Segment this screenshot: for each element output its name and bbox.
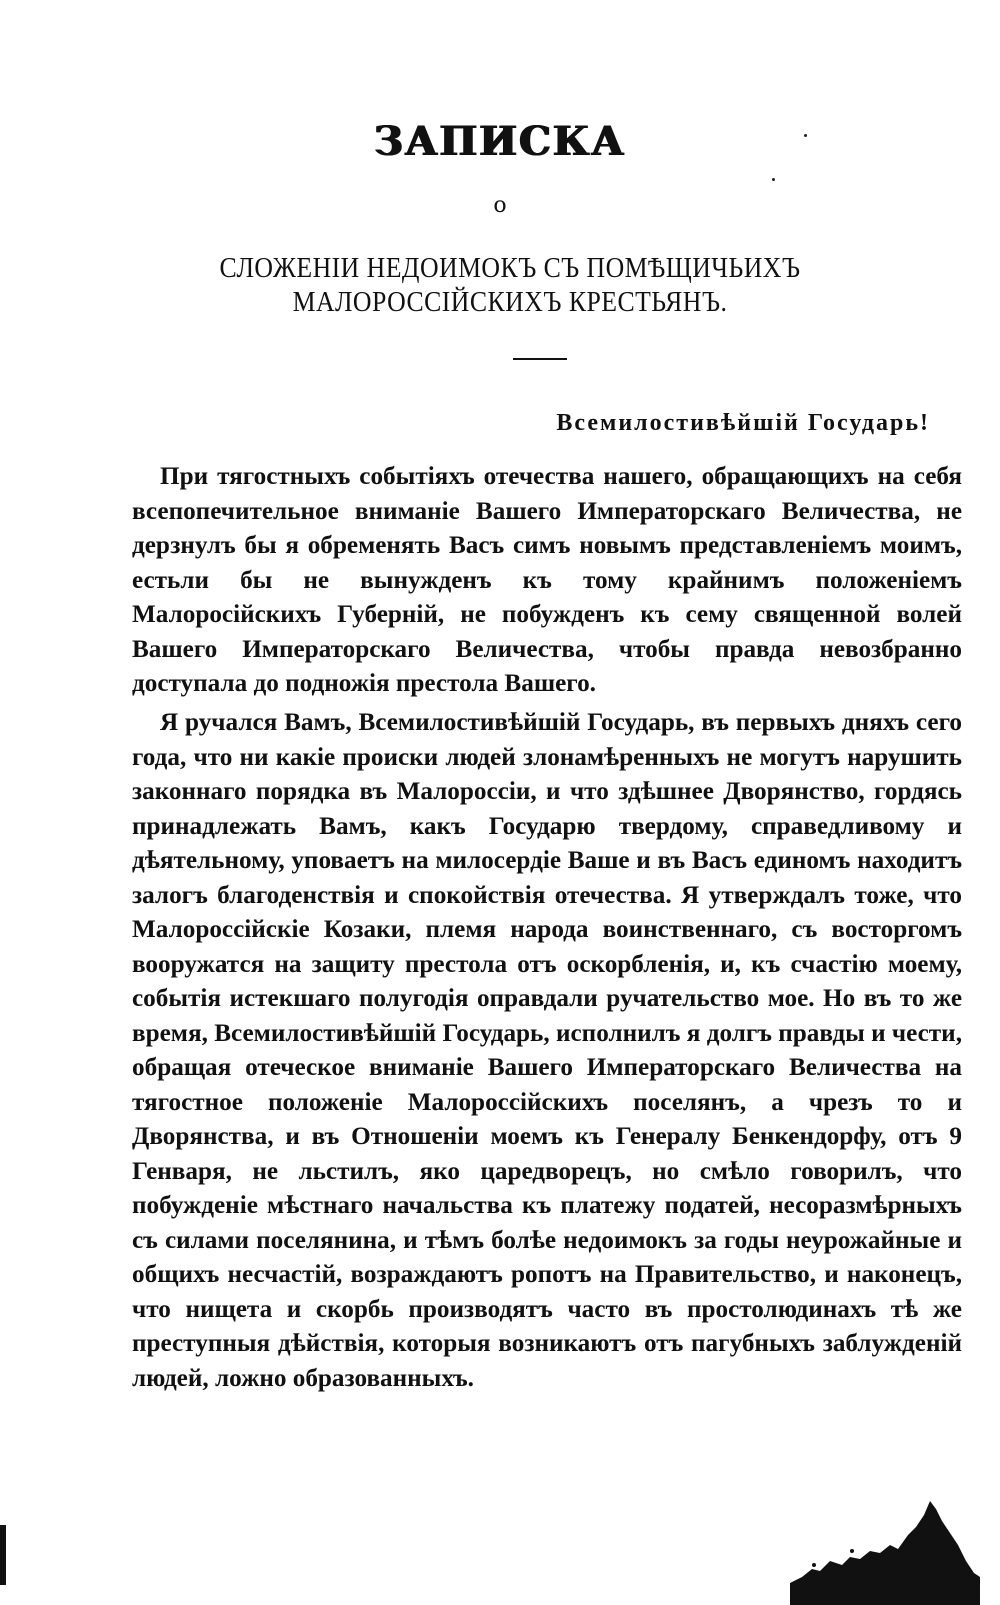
title-preposition: о [493, 193, 507, 218]
paragraph-1 [132, 460, 962, 702]
document-subtitle: СЛОЖЕНІИ НЕДОИМОКЪ СЪ ПОМѢЩИЧЬИХЪ МАЛОРОССІЙСКИХЪ КРЕСТЬЯНЪ. [219, 253, 801, 318]
library-stamp-fragment [790, 1465, 980, 1605]
paragraph-2 [132, 706, 962, 1396]
paragraph-1-text: При тягостныхъ событіяхъ отечества нашего, обращающихъ на себя всепопечительное вниманіе Вашего Императорскаго Величества, не дерзнулъ бы я обременять Васъ симъ новымъ представленіемъ моимъ, естьли бы не вынужденъ къ тому крайнимъ положеніемъ Малоросійскихъ Губерній, не побужденъ къ сему священной волей Вашего Императорскаго Величества, чтобы правда невозбранно доступала до подножія престола Вашего. [132, 463, 962, 697]
section-divider [513, 358, 567, 360]
scan-speck [772, 178, 775, 181]
scan-edge-mark [0, 1525, 6, 1585]
scan-speck [804, 134, 807, 137]
salutation: Всемилостивѣйшій Государь! [556, 410, 930, 436]
paragraph-2-text: Я ручался Вамъ, Всемилостивѣйшій Государь, въ первыхъ дняхъ сего года, что ни какіе происки людей злонамѣренныхъ не могутъ нарушить законнаго порядка въ Малороссіи, и что здѣшнее Дворянство, гордясь принадлежать Вамъ, какъ Государю твердому, справедливому и дѣятельному, уповаетъ на милосердіе Ваше и въ Васъ единомъ находитъ залогъ благоденствія и спокойствія отечества. Я утверждалъ тоже, что Малороссійскіе Козаки, племя народа воинственнаго, съ восторгомъ вооружатся на защиту престола отъ оскорбленія, и, къ счастію моему, событія истекшаго полугодія оправдали ручательство мое. Но въ то же время, Всемилостивѣйшій Государь, исполнилъ я долгъ правды и чести, обращая отеческое вниманіе Вашего Императорскаго Величества на тягостное положеніе Малороссійскихъ поселянъ, а чрезъ то и Дворянства, и въ Отношеніи моемъ къ Генералу Бенкендорфу, отъ 9 Генваря, не льстилъ, яко царедворецъ, но смѣло говорилъ, что побужденіе мѣстнаго начальства къ платежу податей, несоразмѣрныхъ съ силами поселянина, и тѣмъ болѣе недоимокъ за годы неурожайные и общихъ несчастій, возраждаютъ ропотъ на Правительство, и наконецъ, что нищета и скорбь производятъ часто въ простолюдинахъ тѣ же преступныя дѣйствія, которыя возникаютъ отъ пагубныхъ заблужденій людей, ложно образованныхъ. [132, 709, 962, 1392]
document-title: ЗАПИСКА [374, 118, 626, 165]
